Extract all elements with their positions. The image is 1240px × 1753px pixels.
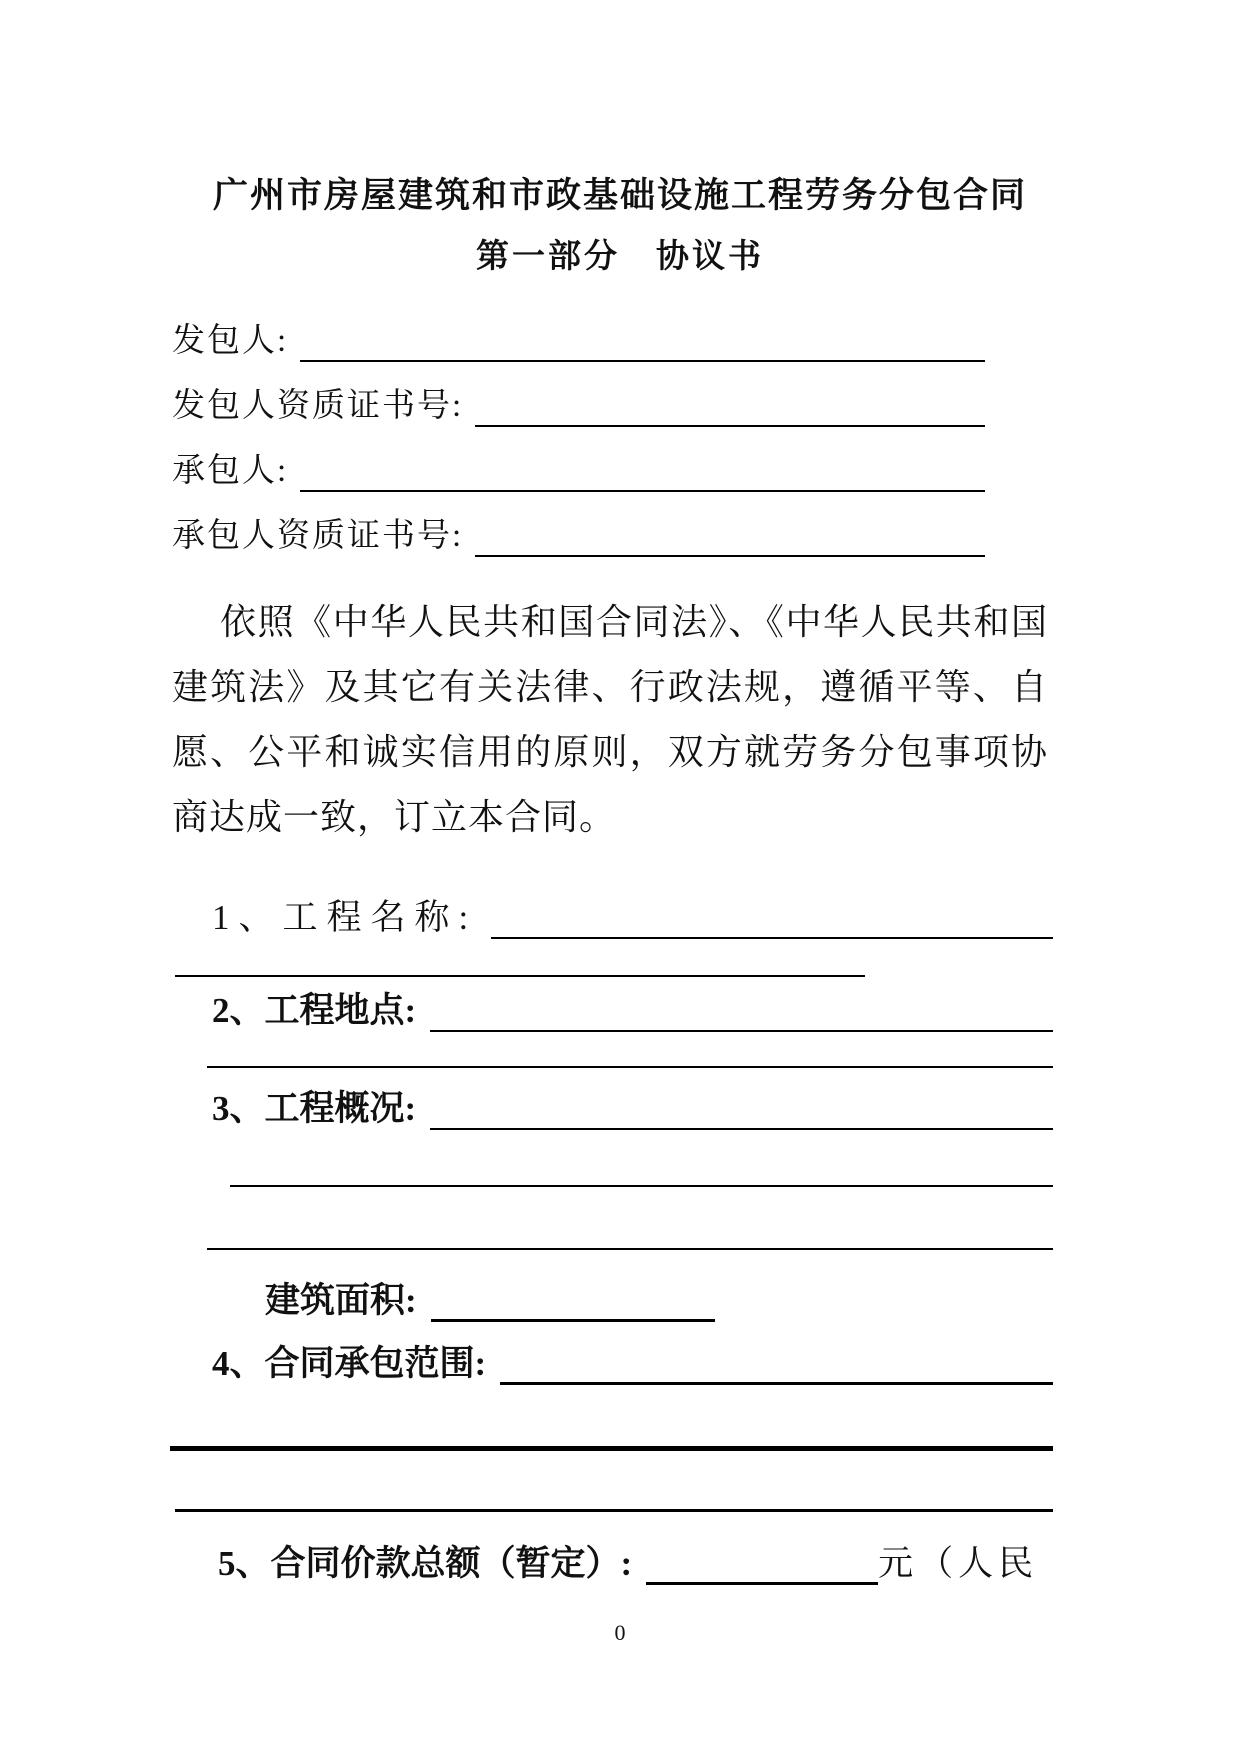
contractor-label: 承包人: — [172, 453, 289, 489]
item-4-contract-scope — [212, 1341, 1053, 1385]
employer-blank-line — [300, 318, 985, 362]
item-4-number: 4、 — [212, 1344, 265, 1383]
item-1-project-name — [212, 895, 1053, 939]
item-2-number: 2、 — [212, 991, 265, 1030]
item-3-number: 3、 — [212, 1089, 265, 1128]
item-4-label: 合同承包范围: — [264, 1344, 487, 1383]
item-3-continuation-line-1 — [230, 1185, 1053, 1187]
contractor-field — [172, 448, 985, 492]
contractor-cert-blank-line — [475, 513, 985, 557]
item-4-blank-line — [500, 1341, 1053, 1385]
item-3-label: 工程概况: — [264, 1089, 417, 1128]
item-5-label: 合同价款总额（暂定）: — [270, 1544, 633, 1583]
document-title: 广州市房屋建筑和市政基础设施工程劳务分包合同 — [212, 176, 1027, 215]
contractor-cert-field — [172, 513, 985, 557]
item-2-label: 工程地点: — [264, 991, 417, 1030]
building-area-field — [265, 1278, 715, 1322]
page-number: 0 — [614, 1620, 626, 1645]
item-5-currency-suffix: 元（人民 — [878, 1544, 1039, 1583]
employer-cert-field — [172, 383, 985, 427]
item-2-project-location — [212, 988, 1053, 1032]
item-4-continuation-line-2 — [175, 1509, 1053, 1512]
preamble-paragraph: 依照《中华人民共和国合同法》、《中华人民共和国建筑法》及其它有关法律、行政法规，遵循平等、自愿、公平和诚实信用的原则，双方就劳务分包事项协商达成一致，订立本合同。 — [172, 602, 1048, 837]
employer-cert-blank-line — [475, 383, 985, 427]
contractor-cert-label: 承包人资质证书号: — [172, 518, 464, 554]
document-subtitle: 第一部分 协议书 — [476, 239, 764, 275]
item-1-label: 工程名称: — [282, 898, 478, 937]
item-3-blank-line — [430, 1086, 1053, 1130]
employer-cert-label: 发包人资质证书号: — [172, 388, 464, 424]
item-4-continuation-line-1 — [170, 1446, 1053, 1451]
employer-label: 发包人: — [172, 323, 289, 359]
item-3-project-overview — [212, 1086, 1053, 1130]
item-5-blank-line — [646, 1541, 878, 1585]
item-2-continuation-line — [207, 1066, 1053, 1068]
item-5-number: 5、 — [218, 1544, 271, 1583]
item-1-blank-line — [491, 895, 1053, 939]
building-area-label: 建筑面积: — [265, 1281, 417, 1320]
contractor-blank-line — [300, 448, 985, 492]
item-1-number: 1、 — [212, 898, 283, 937]
building-area-blank-line — [431, 1278, 715, 1322]
item-5-contract-price — [218, 1541, 1053, 1585]
employer-field — [172, 318, 985, 362]
item-2-blank-line — [430, 988, 1053, 1032]
item-1-continuation-line — [175, 975, 865, 977]
item-3-continuation-line-2 — [207, 1248, 1053, 1250]
